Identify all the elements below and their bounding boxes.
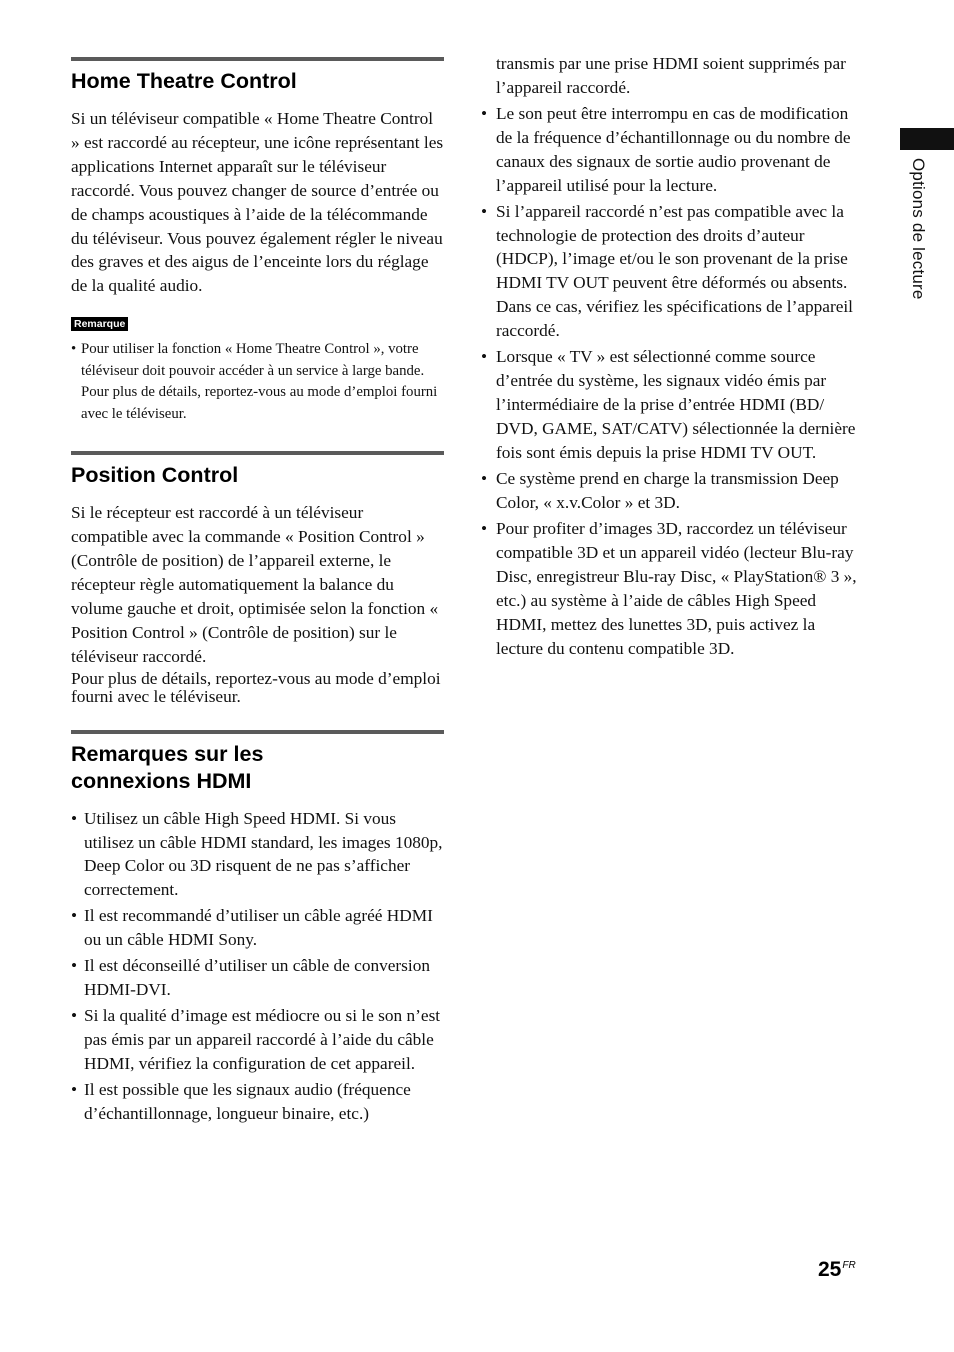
note-block xyxy=(71,314,444,425)
list-item: • Il est recommandé d’utiliser un câble agréé HDMI ou un câble HDMI Sony. xyxy=(71,904,444,952)
page-number-value: 25 xyxy=(818,1258,842,1281)
list-item: • Si la qualité d’image est médiocre ou si le son n’est pas émis par un appareil raccordé à l’aide du câble HDMI, vérifiez la configuration de cet appareil. xyxy=(71,1004,444,1076)
list-item xyxy=(481,200,861,343)
section-hdmi xyxy=(71,730,444,1127)
section-title-line: connexions HDMI xyxy=(71,768,252,793)
list-item-continuation: Dans ce cas, vérifiez les spécifications de l’appareil raccordé. xyxy=(496,297,853,341)
section-rule xyxy=(71,730,444,734)
note-list xyxy=(71,339,444,425)
section-position xyxy=(71,451,444,705)
list-item: • Lorsque « TV » est sélectionné comme source d’entrée du système, les signaux vidéo émis par l’intermédiaire de la prise d’entrée HDMI (BD/ DVD, GAME, SAT/CATV) sélectionnée la dernière fois sont émis depuis la prise HDMI TV OUT. xyxy=(481,345,861,465)
list-item: • Ce système prend en charge la transmission Deep Color, « x.v.Color » et 3D. xyxy=(481,467,861,515)
side-tab-label: Options de lecture xyxy=(909,158,928,300)
bullet-list xyxy=(71,807,444,1127)
page-number xyxy=(818,1258,856,1282)
note-badge: Remarque xyxy=(71,317,128,331)
left-column xyxy=(71,57,444,1128)
list-item: • Pour profiter d’images 3D, raccordez un téléviseur compatible 3D et un appareil vidéo (lecteur Blu-ray Disc, enregistreur Blu-ray Disc, « PlayStation® 3 », etc.) au système à l’aide de câbles High Speed HDMI, mettez des lunettes 3D, puis activez la lecture du contenu compatible 3D. xyxy=(481,517,861,660)
right-column xyxy=(481,52,861,663)
section-title xyxy=(71,741,444,795)
section-home-theatre xyxy=(71,57,444,425)
list-item: • Il est déconseillé d’utiliser un câble de conversion HDMI-DVI. xyxy=(71,954,444,1002)
section-rule xyxy=(71,57,444,61)
section-title: Home Theatre Control xyxy=(71,69,297,93)
page-number-suffix: FR xyxy=(842,1260,856,1271)
list-item: • Le son peut être interrompu en cas de modification de la fréquence d’échantillonnage ou du nombre de canaux des signaux de sortie audio provenant de l’appareil utilisé pour la lecture. xyxy=(481,102,861,198)
paragraph: Pour plus de détails, reportez-vous au mode d’emploi fourni avec le téléviseur. xyxy=(71,668,441,706)
side-tab-marker xyxy=(900,128,954,150)
list-item: • Utilisez un câble High Speed HDMI. Si vous utilisez un câble HDMI standard, les images 1080p, Deep Color ou 3D risquent de ne pas s’afficher correctement. xyxy=(71,807,444,903)
paragraph: Si le récepteur est raccordé à un téléviseur compatible avec la commande « Position Control » (Contrôle de position) de l’appareil externe, le récepteur règle automatiquement la balance du volume gauche et droit, optimisée selon la fonction « Position Control » (Contrôle de position) sur le téléviseur raccordé. xyxy=(71,503,439,666)
list-item-continuation: transmis par une prise HDMI soient supprimés par l’appareil raccordé. xyxy=(496,54,846,97)
section-title: Position Control xyxy=(71,463,239,488)
note-text: Pour utiliser la fonction « Home Theatre Control », votre téléviseur doit pouvoir accéder à un service à large bande. xyxy=(81,341,425,379)
note-continuation: Pour plus de détails, reportez-vous au mode d’emploi fourni avec le téléviseur. xyxy=(81,384,438,422)
paragraph: Si un téléviseur compatible « Home Theatre Control » est raccordé au récepteur, une icône représentant les applications Internet apparaît sur le téléviseur raccordé. Vous pouvez changer de source d’entrée ou de champs acoustiques à l’aide de la télécommande du téléviseur. Vous pouvez également régler le niveau des graves et des aigus de l’enceinte lors du réglage de la qualité audio. xyxy=(71,109,444,296)
list-item: • Il est possible que les signaux audio (fréquence d’échantillonnage, longueur binaire, etc.) xyxy=(71,1078,444,1126)
section-rule xyxy=(71,451,444,455)
list-item-text: Si l’appareil raccordé n’est pas compatible avec la technologie de protection des droits d’auteur (HDCP), l’image et/ou le son provenant de la prise HDMI TV OUT peuvent être déformés ou absents. xyxy=(496,201,848,293)
note-item xyxy=(71,339,444,425)
section-title-line: Remarques sur les xyxy=(71,741,264,766)
bullet-list xyxy=(481,102,861,661)
